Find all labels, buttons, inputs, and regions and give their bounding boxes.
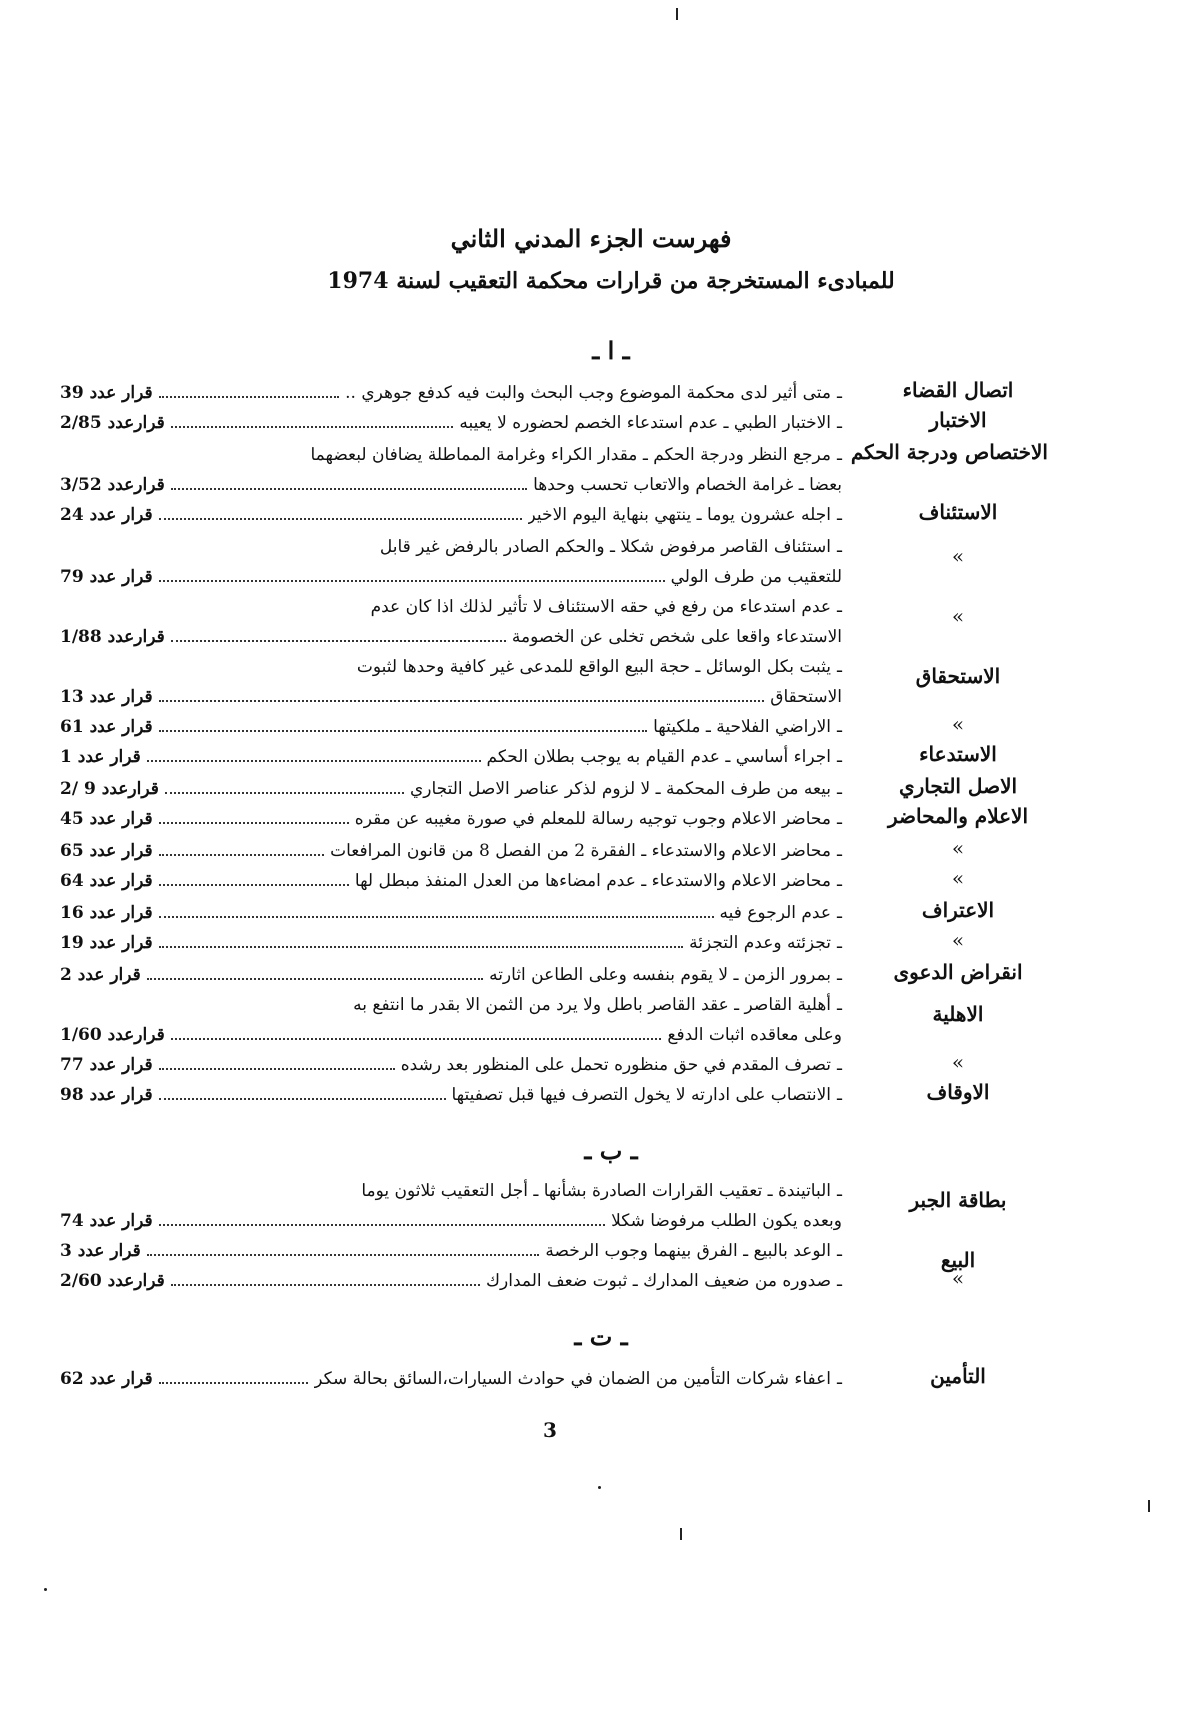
dot-leader: [159, 1224, 605, 1226]
entry-text: اعفاء شركات التأمين من الضمان في حوادث السيارات،السائق بحالة سكر: [314, 1369, 832, 1389]
index-entry: [60, 408, 842, 438]
dot-leader: [159, 1098, 446, 1100]
index-term: الاستحقاق: [915, 664, 1001, 688]
index-term: الاختصاص ودرجة الحكم: [850, 440, 1048, 464]
entry-text: محاضر الاعلام والاستدعاء ـ عدم امضاءها من العدل المنفذ مبطل لها: [354, 871, 832, 891]
index-term: »: [951, 712, 965, 736]
dot-leader: [159, 884, 349, 886]
decision-ref: قرارعدد 9 /2: [60, 779, 159, 799]
entry-dash: ـ: [837, 505, 842, 525]
entry-text: متى أثير لدى محكمة الموضوع وجب البحث والبت فيه كدفع جوهري ..: [345, 383, 832, 403]
entry-dash: ـ: [837, 1241, 842, 1261]
index-entry: [60, 742, 842, 772]
dot-leader: [165, 792, 404, 794]
entry-text: محاضر الاعلام والاستدعاء ـ الفقرة 2 من الفصل 8 من قانون المرافعات: [330, 841, 832, 861]
index-term: »: [951, 544, 965, 568]
index-term: اتصال القضاء: [902, 378, 1014, 402]
entry-text: يثبت بكل الوسائل ـ حجة البيع الواقع للمدعى غير كافية وحدها لثبوت: [356, 657, 832, 677]
index-entry: [60, 500, 842, 530]
decision-ref: قرار عدد 45: [60, 809, 153, 829]
index-entry: [60, 440, 842, 500]
index-entry: [60, 836, 842, 866]
decision-ref: قرار عدد 24: [60, 505, 153, 525]
scan-speck: [680, 1528, 682, 1540]
index-term: »: [951, 836, 965, 860]
entry-text-continued: بعضا ـ غرامة الخصام والاتعاب تحسب وحدها: [533, 475, 842, 495]
index-term: »: [951, 604, 965, 628]
index-entry: [60, 774, 842, 804]
entry-text: الانتصاب على ادارته لا يخول التصرف فيها قبل تصفيتها: [451, 1085, 832, 1105]
dot-leader: [147, 978, 483, 980]
entry-dash: ـ: [837, 965, 842, 985]
decision-ref: قرارعدد 1/88: [60, 627, 165, 647]
entry-text-continued: وبعده يكون الطلب مرفوضا شكلا: [611, 1211, 842, 1231]
scan-speck: [44, 1588, 47, 1591]
entry-dash: ـ: [837, 537, 842, 557]
section-letter-ta: ـ ت ـ: [574, 1322, 628, 1351]
entry-text: مرجع النظر ودرجة الحكم ـ مقدار الكراء وغرامة المماطلة يضافان لبعضهما: [310, 445, 832, 465]
section-letter-ba: ـ ب ـ: [584, 1136, 638, 1165]
decision-ref: قرار عدد 3: [60, 1241, 141, 1261]
entry-text: الاختبار الطبي ـ عدم استدعاء الخصم لحضوره لا يعيبه: [459, 413, 832, 433]
entry-text: الاراضي الفلاحية ـ ملكيتها: [653, 717, 832, 737]
index-entry: [60, 960, 842, 990]
index-entry: [60, 652, 842, 712]
entry-dash: ـ: [837, 809, 842, 829]
index-term: التأمين: [930, 1364, 986, 1388]
entry-text: صدوره من ضعيف المدارك ـ ثبوت ضعف المدارك: [486, 1271, 832, 1291]
entry-text-continued: الاستحقاق: [770, 687, 842, 707]
entry-dash: ـ: [837, 933, 842, 953]
dot-leader: [159, 854, 325, 856]
entry-text: الوعد بالبيع ـ الفرق بينهما وجوب الرخصة: [545, 1241, 832, 1261]
dot-leader: [171, 426, 454, 428]
entry-text-continued: الاستدعاء واقعا على شخص تخلى عن الخصومة: [511, 627, 842, 647]
index-term: انقراض الدعوى: [893, 960, 1023, 984]
index-term: »: [951, 1266, 965, 1290]
dot-leader: [159, 1068, 395, 1070]
entry-text: أهلية القاصر ـ عقد القاصر باطل ولا يرد من الثمن الا بقدر ما انتفع به: [353, 995, 832, 1015]
index-term: الاهلية: [932, 1002, 984, 1026]
entry-dash: ـ: [837, 995, 842, 1015]
entry-dash: ـ: [837, 747, 842, 767]
index-entry: [60, 378, 842, 408]
index-term: »: [951, 928, 965, 952]
decision-ref: قرار عدد 13: [60, 687, 153, 707]
page-number: 3: [543, 1418, 557, 1442]
dot-leader: [147, 760, 481, 762]
entry-dash: ـ: [837, 1369, 842, 1389]
entry-dash: ـ: [837, 597, 842, 617]
index-entry: [60, 1176, 842, 1236]
section-letter-alif: ـ ا ـ: [592, 336, 630, 365]
index-term: الاستدعاء: [919, 742, 997, 766]
decision-ref: قرار عدد 19: [60, 933, 153, 953]
dot-leader: [171, 1038, 662, 1040]
dot-leader: [171, 640, 506, 642]
decision-ref: قرار عدد 16: [60, 903, 153, 923]
entry-dash: ـ: [837, 1055, 842, 1075]
entry-dash: ـ: [837, 903, 842, 923]
entry-dash: ـ: [837, 1271, 842, 1291]
entry-dash: ـ: [837, 871, 842, 891]
index-term: بطاقة الجبر: [909, 1188, 1007, 1212]
dot-leader: [147, 1254, 540, 1256]
dot-leader: [159, 396, 340, 398]
entry-text: الباتيندة ـ تعقيب القرارات الصادرة بشأنها ـ أجل التعقيب ثلاثون يوما: [361, 1181, 832, 1201]
entry-text-continued: وعلى معاقده اثبات الدفع: [667, 1025, 842, 1045]
decision-ref: قرارعدد 2/85: [60, 413, 165, 433]
index-title: فهرست الجزء المدني الثاني: [450, 224, 732, 253]
index-term: »: [951, 1050, 965, 1074]
entry-dash: ـ: [837, 657, 842, 677]
index-entry: [60, 532, 842, 592]
index-entry: [60, 1080, 842, 1110]
decision-ref: قرارعدد 1/60: [60, 1025, 165, 1045]
index-entry: [60, 898, 842, 928]
index-entry: [60, 990, 842, 1050]
index-term: الاصل التجاري: [898, 774, 1018, 798]
index-entry: [60, 866, 842, 896]
dot-leader: [159, 580, 665, 582]
entry-dash: ـ: [837, 413, 842, 433]
entry-text: تصرف المقدم في حق منظوره تحمل على المنظور بعد رشده: [400, 1055, 832, 1075]
dot-leader: [171, 1284, 480, 1286]
index-term: الاعتراف: [921, 898, 995, 922]
dot-leader: [159, 730, 647, 732]
dot-leader: [159, 518, 522, 520]
index-term: البيع: [940, 1248, 976, 1272]
decision-ref: قرار عدد 79: [60, 567, 153, 587]
decision-ref: قرارعدد 3/52: [60, 475, 165, 495]
entry-dash: ـ: [837, 1085, 842, 1105]
dot-leader: [159, 946, 684, 948]
decision-ref: قرار عدد 98: [60, 1085, 153, 1105]
decision-ref: قرار عدد 64: [60, 871, 153, 891]
entry-text: بمرور الزمن ـ لا يقوم بنفسه وعلى الطاعن اثارته: [489, 965, 832, 985]
decision-ref: قرارعدد 2/60: [60, 1271, 165, 1291]
index-term: الاعلام والمحاضر: [887, 804, 1029, 828]
dot-leader: [159, 700, 765, 702]
index-entry: [60, 1364, 842, 1394]
index-entry: [60, 1050, 842, 1080]
decision-ref: قرار عدد 65: [60, 841, 153, 861]
entry-dash: ـ: [837, 717, 842, 737]
index-term: الاوقاف: [926, 1080, 990, 1104]
entry-text: تجزئته وعدم التجزئة: [689, 933, 832, 953]
decision-ref: قرار عدد 77: [60, 1055, 153, 1075]
decision-ref: قرار عدد 62: [60, 1369, 153, 1389]
entry-text: عدم الرجوع فيه: [719, 903, 832, 923]
entry-dash: ـ: [837, 445, 842, 465]
index-entry: [60, 1266, 842, 1296]
index-entry: [60, 804, 842, 834]
decision-ref: قرار عدد 39: [60, 383, 153, 403]
index-entry: [60, 592, 842, 652]
index-term: الاستئناف: [918, 500, 998, 524]
entry-text-continued: للتعقيب من طرف الولي: [670, 567, 842, 587]
index-subtitle: للمبادىء المستخرجة من قرارات محكمة التعقيب لسنة 1974: [327, 268, 895, 294]
scan-speck: [676, 8, 678, 20]
entry-dash: ـ: [837, 841, 842, 861]
entry-dash: ـ: [837, 1181, 842, 1201]
index-term: الاختبار: [929, 408, 987, 432]
entry-text: اجله عشرون يوما ـ ينتهي بنهاية اليوم الاخير: [527, 505, 832, 525]
index-entry: [60, 712, 842, 742]
decision-ref: قرار عدد 74: [60, 1211, 153, 1231]
decision-ref: قرار عدد 2: [60, 965, 141, 985]
scan-speck: [598, 1486, 601, 1489]
index-term: »: [951, 866, 965, 890]
dot-leader: [159, 916, 714, 918]
dot-leader: [171, 488, 527, 490]
entry-text: بيعه من طرف المحكمة ـ لا لزوم لذكر عناصر الاصل التجاري: [409, 779, 832, 799]
entry-dash: ـ: [837, 779, 842, 799]
index-entry: [60, 928, 842, 958]
entry-text: عدم استدعاء من رفع في حقه الاستئناف لا تأثير لذلك اذا كان عدم: [370, 597, 832, 617]
index-entry: [60, 1236, 842, 1266]
entry-text: استئناف القاصر مرفوض شكلا ـ والحكم الصادر بالرفض غير قابل: [379, 537, 832, 557]
decision-ref: قرار عدد 1: [60, 747, 141, 767]
decision-ref: قرار عدد 61: [60, 717, 153, 737]
dot-leader: [159, 1382, 309, 1384]
entry-text: اجراء أساسي ـ عدم القيام به يوجب بطلان الحكم: [486, 747, 832, 767]
dot-leader: [159, 822, 349, 824]
entry-text: محاضر الاعلام وجوب توجيه رسالة للمعلم في صورة مغيبه عن مقره: [354, 809, 832, 829]
scan-speck: [1148, 1500, 1150, 1512]
entry-dash: ـ: [837, 383, 842, 403]
